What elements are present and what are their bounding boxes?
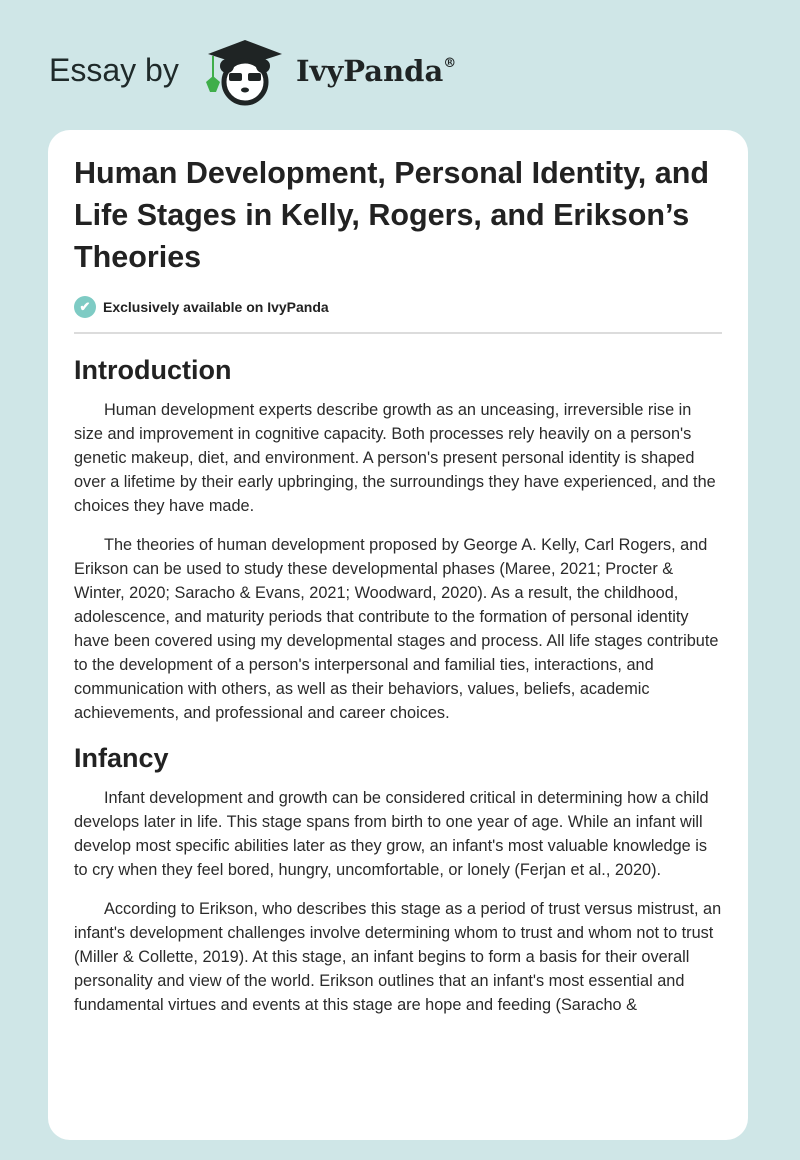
divider — [74, 332, 722, 334]
registered-mark: ® — [443, 56, 457, 71]
essay-by-label: Essay by — [49, 52, 179, 88]
paragraph: Human development experts describe growth as an unceasing, irreversible rise in size and improvement in cognitive capacity. Both processes rely heavily on a person's genetic makeup, diet, and environment. A person's present personal identity is shaped over a lifetime by their early upbringing, the surroundings they have experienced, and the choices they have made. — [74, 401, 716, 515]
paragraph: According to Erikson, who describes this stage as a period of trust versus mistrust, an infant's development challenges involve determining whom to trust and whom not to trust (Miller & Collette, 2019). At this stage, an infant begins to form a basis for their overall personality and view of the world. Erikson outlines that an infant's most essential and fundamental virtues and events at this stage are hope and feeding (Saracho & — [74, 900, 722, 1014]
essay-card — [48, 130, 748, 1140]
check-circle-icon: ✔ — [74, 296, 96, 318]
badge-label: Exclusively available on IvyPanda — [103, 299, 329, 315]
brand-text: IvyPanda — [296, 54, 444, 88]
site-header — [0, 0, 800, 130]
panda-logo-icon[interactable] — [200, 36, 290, 106]
paragraph: Infant development and growth can be considered critical in determining how a child develops later in life. This stage spans from birth to one year of age. While an infant will develop most specific abilities later as they grow, an infant's most valuable knowledge is to cry when they feel bored, hungry, uncomfortable, or lonely (Ferjan et al., 2020). — [74, 789, 709, 879]
paragraph: The theories of human development proposed by George A. Kelly, Carl Rogers, and Erikson can be used to study these developmental phases (Maree, 2021; Procter & Winter, 2020; Saracho & Evans, 2021; Woodward, 2020). As a result, the childhood, adolescence, and maturity periods that contribute to the formation of personal identity have been covered using my developmental stages and process. All life stages contribute to the development of a person's interpersonal and familial ties, interactions, and communication with others, as well as their behaviors, values, beliefs, academic achievements, and professional and career choices. — [74, 536, 719, 722]
exclusive-badge — [74, 296, 722, 318]
brand-name[interactable] — [296, 54, 456, 88]
essay-title: Human Development, Personal Identity, and Life Stages in Kelly, Rogers, and Erikson’s Theories — [74, 156, 709, 274]
section-heading: Infancy — [74, 743, 169, 773]
section-heading: Introduction — [74, 355, 232, 385]
